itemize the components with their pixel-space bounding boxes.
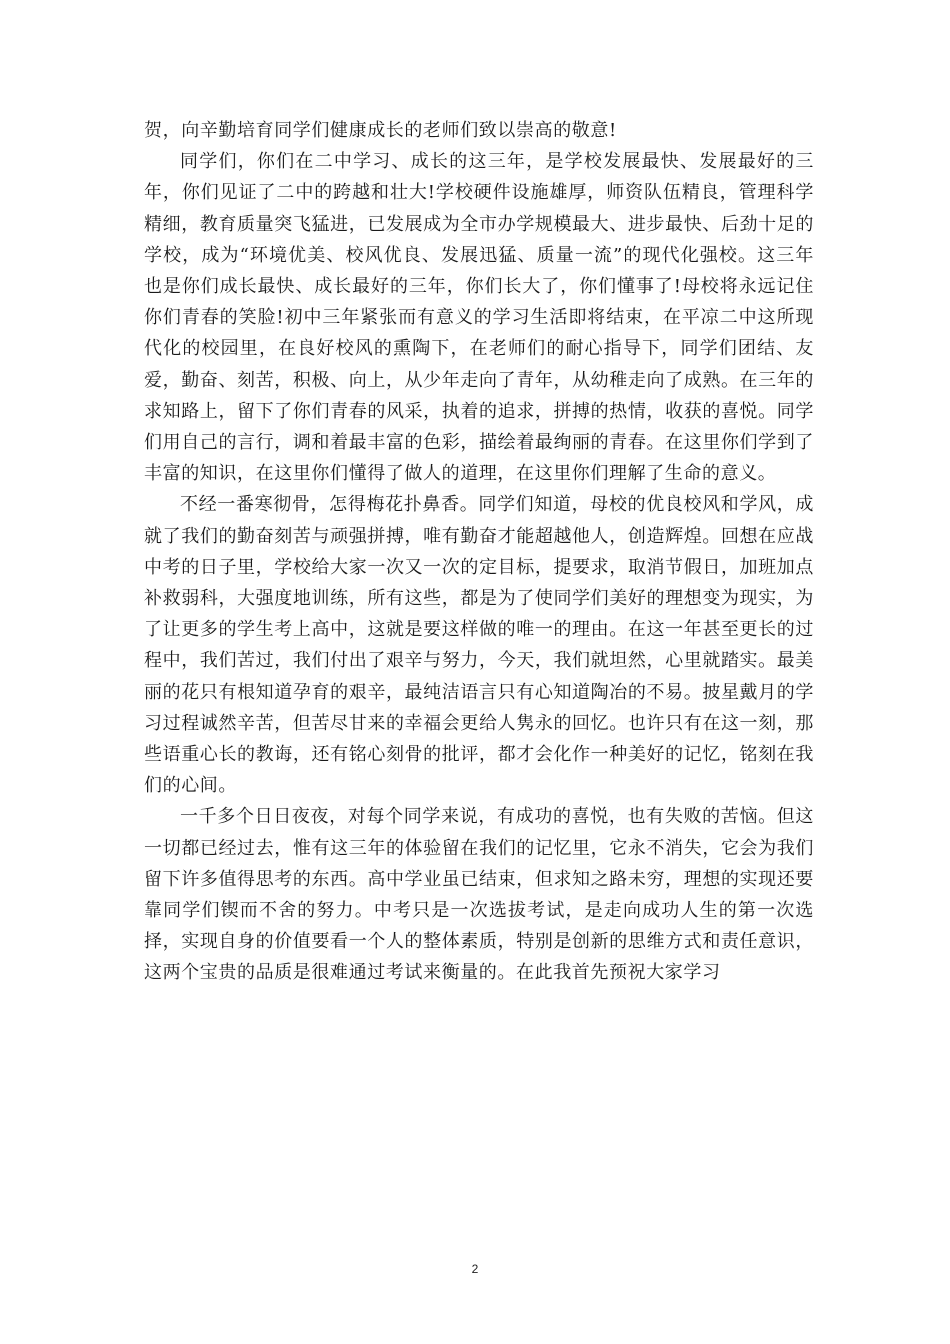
body-text [144, 115, 814, 989]
paragraph-3: 不经一番寒彻骨，怎得梅花扑鼻香。同学们知道，母校的优良校风和学风，成就了我们的勤奋刻苦与顽强拼搏，唯有勤奋才能超越他人，创造辉煌。回想在应战中考的日子里，学校给大家一次又一次的定目标，提要求，取消节假日，加班加点补救弱科，大强度地训练，所有这些，都是为了使同学们美好的理想变为现实，为了让更多的学生考上高中，这就是要这样做的唯一的理由。在这一年甚至更长的过程中，我们苦过，我们付出了艰辛与努力，今天，我们就坦然，心里就踏实。最美丽的花只有根知道孕育的艰辛，最纯洁语言只有心知道陶冶的不易。披星戴月的学习过程诚然辛苦，但苦尽甘来的幸福会更给人隽永的回忆。也许只有在这一刻，那些语重心长的教诲，还有铭心刻骨的批评，都才会化作一种美好的记忆，铭刻在我们的心间。 [144, 494, 814, 797]
page-number: 2 [471, 1262, 479, 1276]
paragraph-2: 同学们，你们在二中学习、成长的这三年，是学校发展最快、发展最好的三年，你们见证了二中的跨越和壮大!学校硬件设施雄厚，师资队伍精良，管理科学精细，教育质量突飞猛进，已发展成为全市办学规模最大、进步最快、后劲十足的学校，成为“环境优美、校风优良、发展迅猛、质量一流”的现代化强校。这三年也是你们成长最快、成长最好的三年，你们长大了，你们懂事了!母校将永远记住你们青春的笑脸!初中三年紧张而有意义的学习生活即将结束，在平凉二中这所现代化的校园里，在良好校风的熏陶下，在老师们的耐心指导下，同学们团结、友爱，勤奋、刻苦，积极、向上，从少年走向了青年，从幼稚走向了成熟。在三年的求知路上，留下了你们青春的风采，执着的追求，拼搏的热情，收获的喜悦。同学们用自己的言行，调和着最丰富的色彩，描绘着最绚丽的青春。在这里你们学到了丰富的知识，在这里你们懂得了做人的道理，在这里你们理解了生命的意义。 [144, 151, 814, 485]
paragraph-4: 一千多个日日夜夜，对每个同学来说，有成功的喜悦，也有失败的苦恼。但这一切都已经过去，惟有这三年的体验留在我们的记忆里，它永不消失，它会为我们留下许多值得思考的东西。高中学业虽已结束，但求知之路未穷，理想的实现还要靠同学们锲而不舍的努力。中考只是一次选拔考试，是走向成功人生的第一次选择，实现自身的价值要看一个人的整体素质，特别是创新的思维方式和责任意识，这两个宝贵的品质是很难通过考试来衡量的。在此我首先预祝大家学习 [144, 806, 814, 984]
paragraph-1: 贺，向辛勤培育同学们健康成长的老师们致以崇高的敬意! [144, 120, 617, 141]
